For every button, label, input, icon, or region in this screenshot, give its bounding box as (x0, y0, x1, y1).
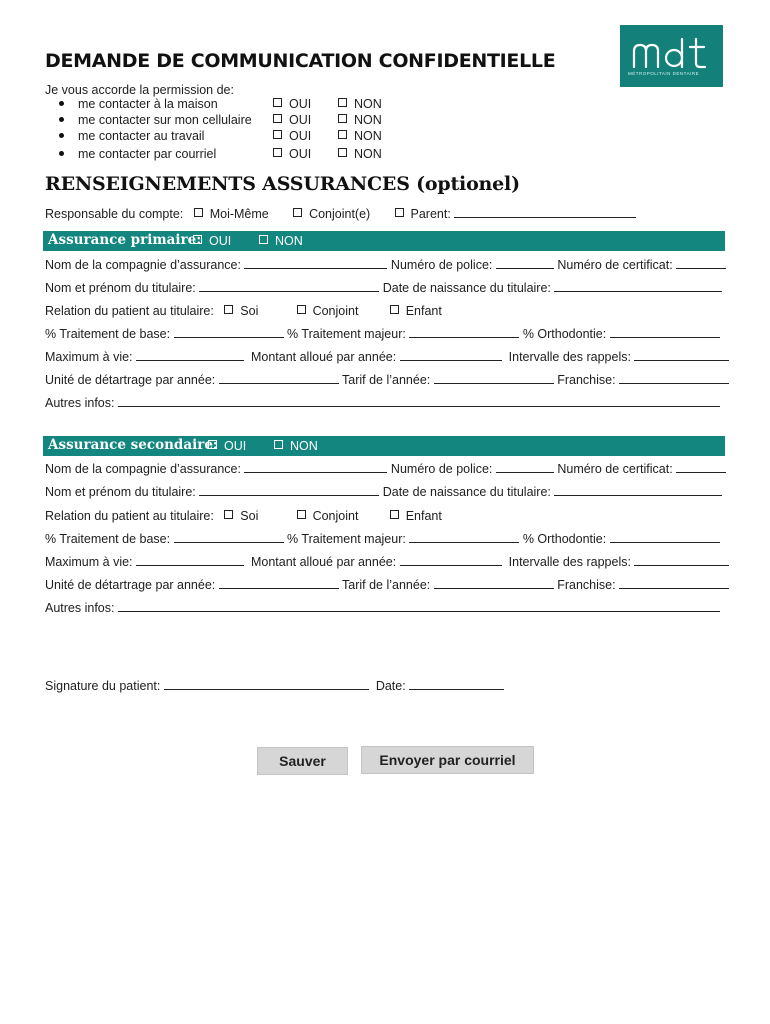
secondary-row-treatment (45, 532, 720, 546)
secondary-company-field[interactable] (244, 462, 387, 473)
ortho-label: % Orthodontie: (522, 532, 607, 546)
permission-row-email (59, 147, 252, 163)
primary-recall-field[interactable] (634, 350, 729, 361)
primary-certificate-field[interactable] (676, 258, 726, 269)
primary-soi-checkbox[interactable] (224, 305, 233, 314)
secondary-holder-field[interactable] (199, 485, 379, 496)
secondary-row-units (45, 578, 729, 592)
primary-row-treatment (45, 327, 720, 341)
oui-label: OUI (289, 113, 312, 127)
relation-label: Relation du patient au titulaire: (45, 509, 214, 523)
permission-intro: Je vous accorde la permission de: (45, 83, 234, 97)
parent-checkbox[interactable] (395, 208, 404, 217)
holder-label: Nom et prénom du titulaire: (45, 485, 196, 499)
send-email-button[interactable]: Envoyer par courriel (361, 746, 534, 774)
secondary-ortho-field[interactable] (610, 532, 720, 543)
company-label: Nom de la compagnie d’assurance: (45, 258, 241, 272)
secondary-row-company (45, 462, 726, 476)
secondary-oui-label: OUI (224, 439, 247, 453)
birth-label: Date de naissance du titulaire: (382, 281, 551, 295)
primary-conjoint-checkbox[interactable] (297, 305, 306, 314)
primary-fee-field[interactable] (434, 373, 554, 384)
secondary-non-checkbox[interactable] (274, 440, 283, 449)
permission-label: me contacter par courriel (78, 147, 217, 161)
conjoint-rel-label: Conjoint (312, 509, 359, 523)
primary-row-company (45, 258, 726, 272)
secondary-row-other (45, 601, 720, 615)
conjoint-rel-label: Conjoint (312, 304, 359, 318)
moi-meme-label: Moi-Même (209, 207, 269, 221)
permission-label: me contacter au travail (78, 129, 205, 143)
certificate-label: Numéro de certificat: (557, 462, 673, 476)
recall-label: Intervalle des rappels: (508, 350, 631, 364)
oui-label: OUI (289, 129, 312, 143)
permission-row-home (59, 97, 252, 113)
ortho-label: % Orthodontie: (522, 327, 607, 341)
home-oui-checkbox[interactable] (273, 98, 282, 107)
holder-label: Nom et prénom du titulaire: (45, 281, 196, 295)
allowed-label: Montant alloué par année: (250, 350, 397, 364)
primary-insurance-header (43, 231, 725, 251)
bullet-icon (59, 117, 64, 122)
primary-oui-checkbox[interactable] (193, 235, 202, 244)
soi-label: Soi (240, 509, 259, 523)
primary-allowed-field[interactable] (400, 350, 502, 361)
secondary-soi-checkbox[interactable] (224, 510, 233, 519)
parent-field[interactable] (454, 207, 636, 218)
permission-label: me contacter sur mon cellulaire (78, 113, 252, 127)
bullet-icon (59, 151, 64, 156)
secondary-policy-field[interactable] (496, 462, 554, 473)
secondary-allowed-field[interactable] (400, 555, 502, 566)
moi-meme-checkbox[interactable] (194, 208, 203, 217)
deductible-label: Franchise: (557, 373, 616, 387)
primary-deductible-field[interactable] (619, 373, 729, 384)
primary-non-checkbox[interactable] (259, 235, 268, 244)
responsable-label: Responsable du compte: (45, 207, 184, 221)
home-non-checkbox[interactable] (338, 98, 347, 107)
oui-label: OUI (289, 147, 312, 161)
save-button[interactable]: Sauver (257, 747, 348, 775)
mobile-oui-checkbox[interactable] (273, 114, 282, 123)
major-label: % Traitement majeur: (287, 327, 406, 341)
secondary-enfant-checkbox[interactable] (390, 510, 399, 519)
fee-label: Tarif de l’année: (342, 578, 431, 592)
secondary-oui-checkbox[interactable] (208, 440, 217, 449)
page-title: DEMANDE DE COMMUNICATION CONFIDENTIELLE (45, 50, 556, 72)
email-oui-checkbox[interactable] (273, 148, 282, 157)
other-label: Autres infos: (45, 601, 115, 615)
secondary-base-field[interactable] (174, 532, 284, 543)
work-oui-checkbox[interactable] (273, 130, 282, 139)
non-label: NON (354, 113, 382, 127)
work-non-checkbox[interactable] (338, 130, 347, 139)
clinic-logo (620, 25, 723, 87)
fee-label: Tarif de l’année: (342, 373, 431, 387)
date-field[interactable] (409, 679, 504, 690)
company-label: Nom de la compagnie d’assurance: (45, 462, 241, 476)
conjoint-checkbox[interactable] (293, 208, 302, 217)
deductible-label: Franchise: (557, 578, 616, 592)
primary-insurance-title: Assurance primaire: (48, 232, 202, 248)
bullet-icon (59, 133, 64, 138)
secondary-units-field[interactable] (219, 578, 339, 589)
email-non-checkbox[interactable] (338, 148, 347, 157)
primary-holder-field[interactable] (199, 281, 379, 292)
primary-row-maximum (45, 350, 729, 364)
primary-birth-field[interactable] (554, 281, 722, 292)
policy-label: Numéro de police: (390, 258, 493, 272)
secondary-insurance-title: Assurance secondaire: (48, 437, 218, 453)
primary-row-relation (45, 304, 442, 318)
primary-non-label: NON (275, 234, 303, 248)
secondary-recall-field[interactable] (634, 555, 729, 566)
secondary-row-holder (45, 485, 722, 499)
secondary-non-label: NON (290, 439, 318, 453)
primary-oui-label: OUI (209, 234, 232, 248)
primary-other-field[interactable] (118, 396, 720, 407)
responsable-row (45, 207, 636, 221)
primary-row-other (45, 396, 720, 410)
base-label: % Traitement de base: (45, 327, 171, 341)
secondary-certificate-field[interactable] (676, 462, 726, 473)
policy-label: Numéro de police: (390, 462, 493, 476)
primary-row-units (45, 373, 729, 387)
primary-enfant-checkbox[interactable] (390, 305, 399, 314)
date-label: Date: (375, 679, 406, 693)
secondary-deductible-field[interactable] (619, 578, 729, 589)
base-label: % Traitement de base: (45, 532, 171, 546)
soi-label: Soi (240, 304, 259, 318)
primary-ortho-field[interactable] (610, 327, 720, 338)
secondary-conjoint-checkbox[interactable] (297, 510, 306, 519)
non-label: NON (354, 129, 382, 143)
secondary-major-field[interactable] (409, 532, 519, 543)
primary-policy-field[interactable] (496, 258, 554, 269)
certificate-label: Numéro de certificat: (557, 258, 673, 272)
signature-field[interactable] (164, 679, 369, 690)
major-label: % Traitement majeur: (287, 532, 406, 546)
conjoint-label: Conjoint(e) (309, 207, 371, 221)
primary-units-field[interactable] (219, 373, 339, 384)
insurance-section-title: RENSEIGNEMENTS ASSURANCES (optionel) (45, 173, 520, 195)
units-label: Unité de détartrage par année: (45, 373, 216, 387)
permission-row-work (59, 129, 252, 147)
logo-mark-icon (620, 25, 723, 87)
parent-label: Parent: (410, 207, 451, 221)
secondary-fee-field[interactable] (434, 578, 554, 589)
secondary-other-field[interactable] (118, 601, 720, 612)
primary-major-field[interactable] (409, 327, 519, 338)
permission-list (59, 97, 252, 163)
max-label: Maximum à vie: (45, 555, 133, 569)
max-label: Maximum à vie: (45, 350, 133, 364)
secondary-max-field[interactable] (136, 555, 244, 566)
non-label: NON (354, 147, 382, 161)
primary-max-field[interactable] (136, 350, 244, 361)
other-label: Autres infos: (45, 396, 115, 410)
signature-label: Signature du patient: (45, 679, 161, 693)
logo-subtext: MÉTROPOLITAIN DENTAIRE (628, 71, 700, 76)
relation-label: Relation du patient au titulaire: (45, 304, 214, 318)
birth-label: Date de naissance du titulaire: (382, 485, 551, 499)
units-label: Unité de détartrage par année: (45, 578, 216, 592)
permission-row-mobile (59, 113, 252, 129)
oui-label: OUI (289, 97, 312, 111)
allowed-label: Montant alloué par année: (250, 555, 397, 569)
primary-base-field[interactable] (174, 327, 284, 338)
enfant-label: Enfant (405, 509, 442, 523)
primary-company-field[interactable] (244, 258, 387, 269)
secondary-row-maximum (45, 555, 729, 569)
secondary-insurance-header (43, 436, 725, 456)
non-label: NON (354, 97, 382, 111)
secondary-row-relation (45, 509, 442, 523)
recall-label: Intervalle des rappels: (508, 555, 631, 569)
signature-row (45, 679, 504, 693)
permission-label: me contacter à la maison (78, 97, 218, 111)
enfant-label: Enfant (405, 304, 442, 318)
secondary-birth-field[interactable] (554, 485, 722, 496)
mobile-non-checkbox[interactable] (338, 114, 347, 123)
bullet-icon (59, 101, 64, 106)
primary-row-holder (45, 281, 722, 295)
